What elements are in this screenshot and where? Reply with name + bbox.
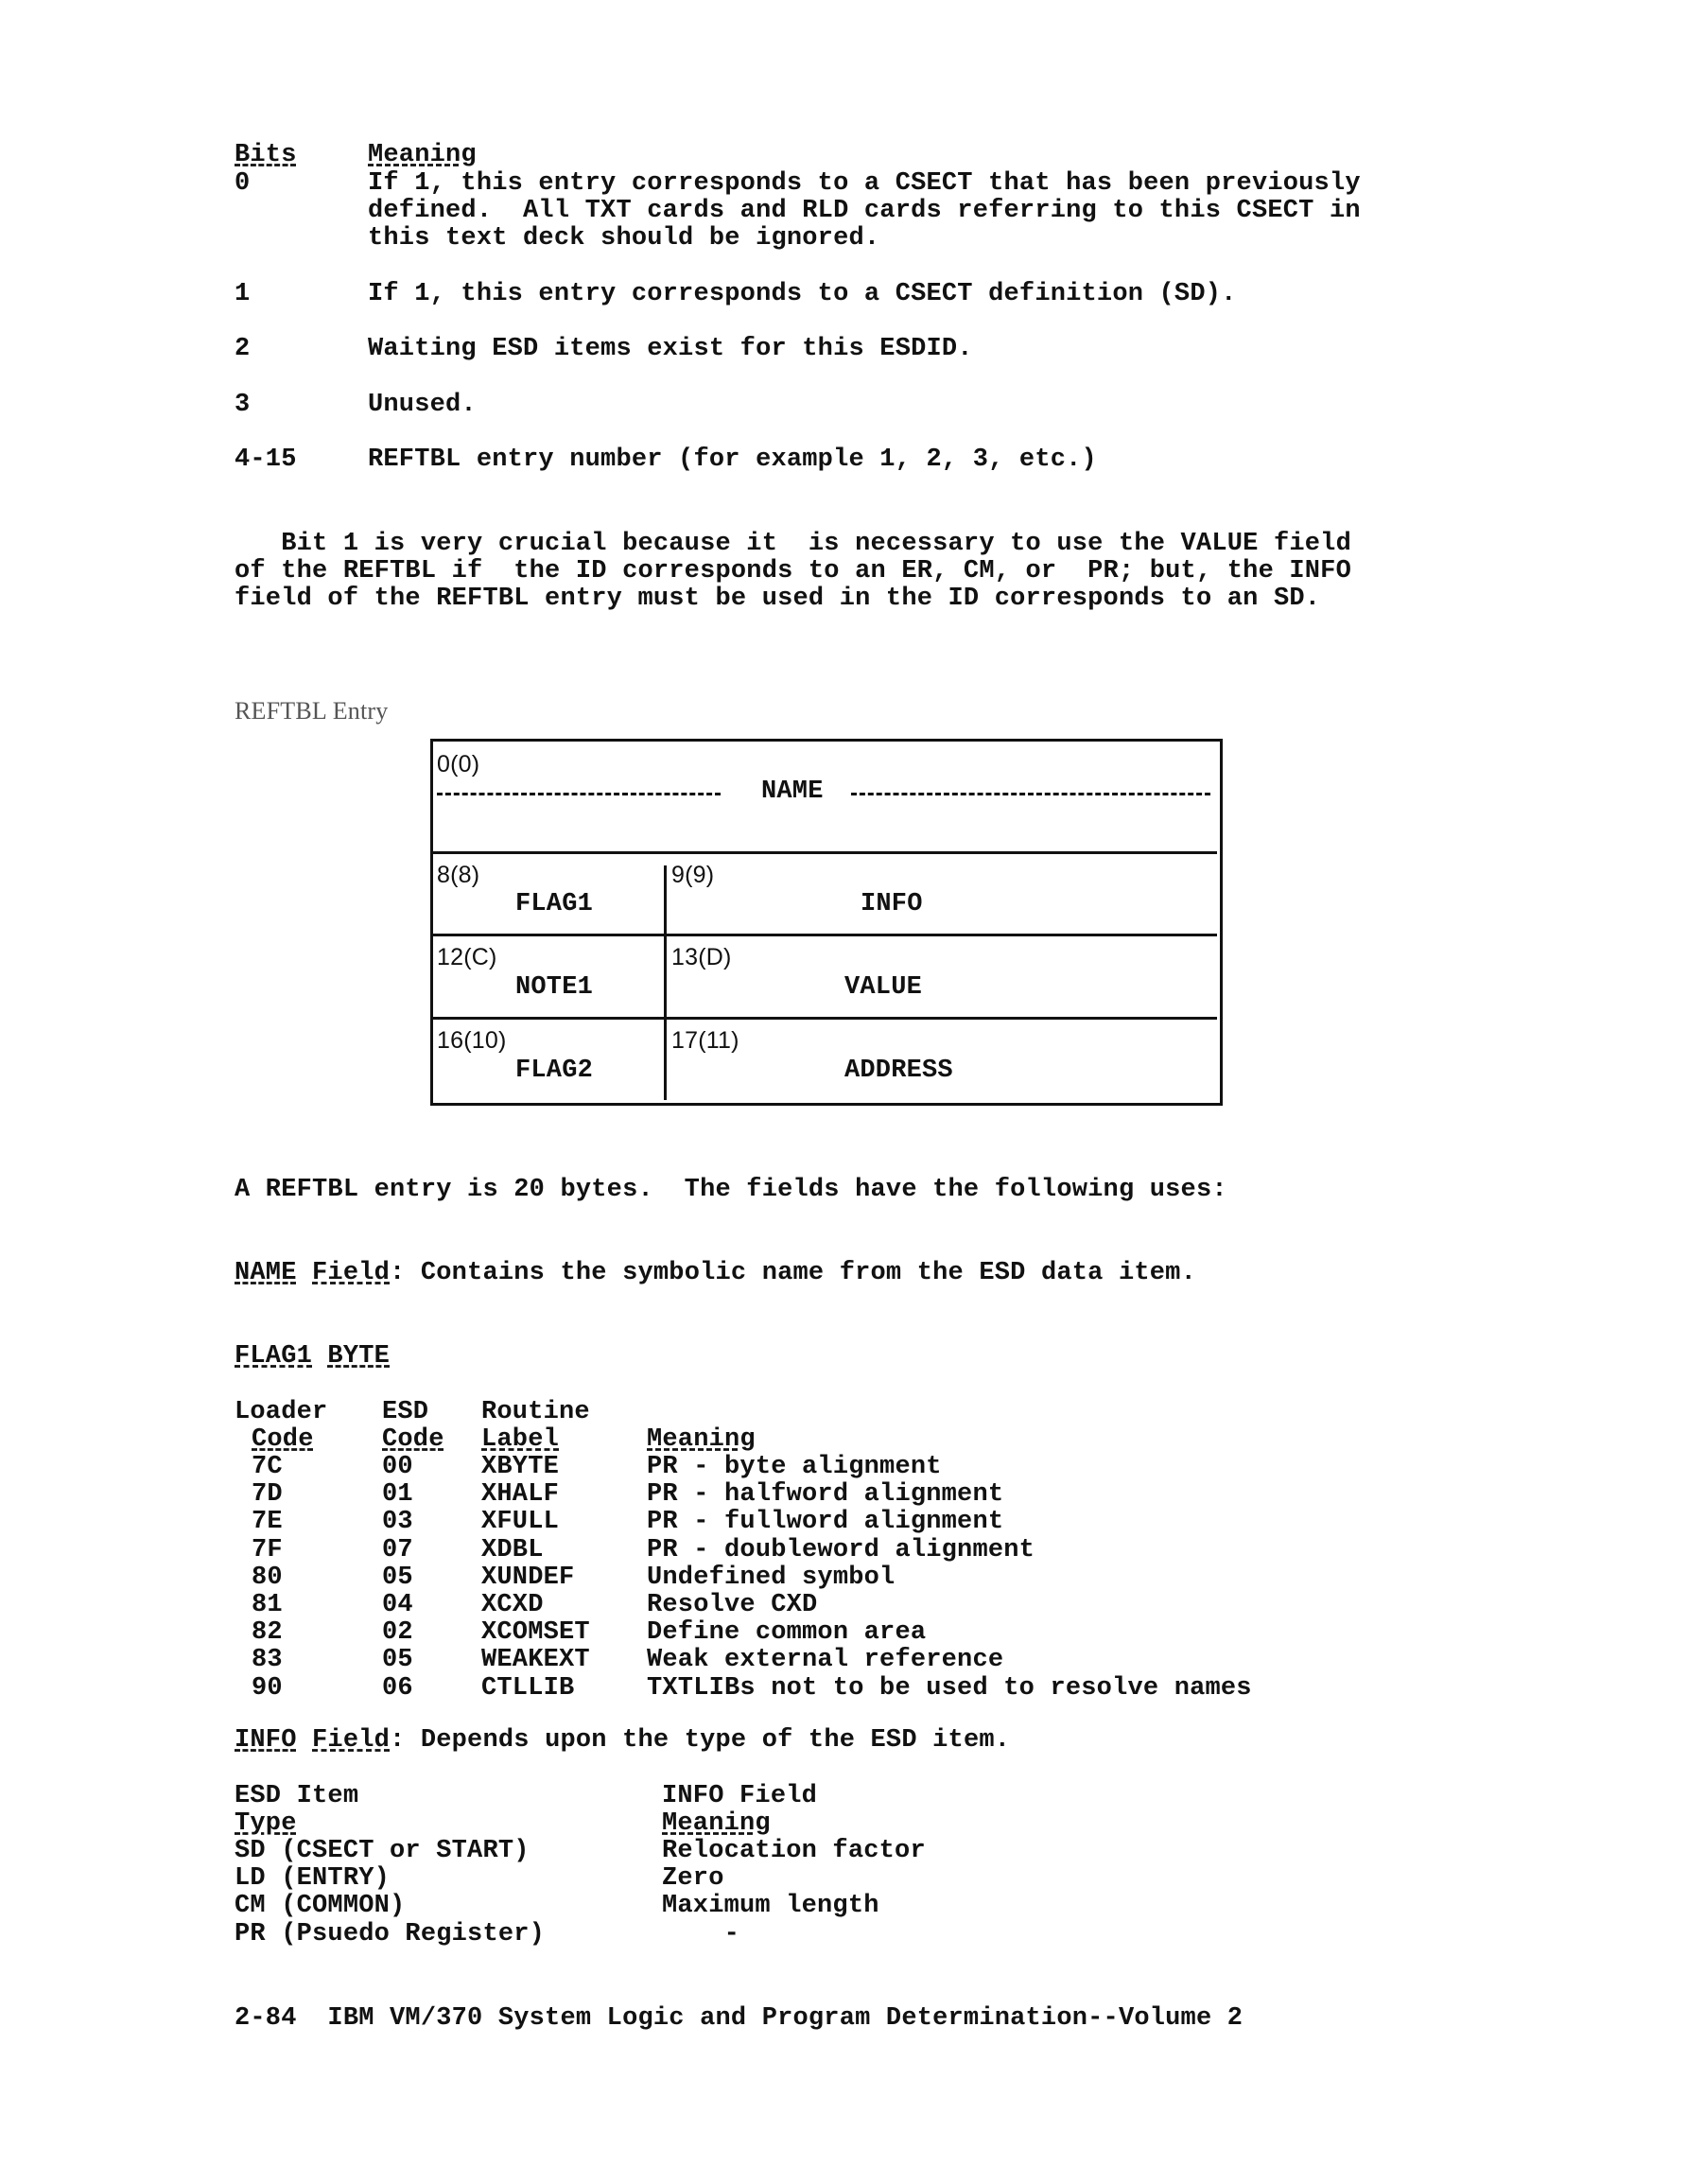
info-field-label: INFO [235, 1726, 297, 1755]
cell-offset: 8(8) [437, 862, 480, 888]
column-divider [664, 865, 667, 1100]
info-meaning-header-top: INFO Field [662, 1782, 818, 1810]
flag1-cell-loader: 81 [252, 1591, 283, 1619]
name-dash-right [851, 793, 1210, 795]
flag1-cell-loader: 7C [252, 1453, 283, 1481]
info-cell-type: LD (ENTRY) [235, 1864, 391, 1894]
row-divider [433, 1017, 1217, 1020]
bit-number: 3 [235, 391, 251, 419]
flag1-title [235, 1343, 390, 1371]
bit-meaning-line: Waiting ESD items exist for this ESDID. [368, 335, 973, 363]
name-field-line [235, 1260, 1196, 1287]
bit-meaning-line: REFTBL entry number (for example 1, 2, 3, etc.) [368, 446, 1097, 474]
name-field-text: : Contains the symbolic name from the ESD data item. [390, 1259, 1196, 1287]
flag1-cell-label: XFULL [481, 1508, 560, 1537]
flag1-cell-esd: 06 [382, 1673, 413, 1703]
info-field-text: : Depends upon the type of the ESD item. [390, 1726, 1011, 1755]
entry-size-text: A REFTBL entry is 20 bytes. The fields have the following uses: [235, 1176, 1227, 1204]
name-label: NAME [761, 778, 824, 806]
flag1-cell-esd: 00 [382, 1453, 413, 1481]
paragraph-line: Bit 1 is very crucial because it is necessary to use the VALUE field [235, 530, 1351, 558]
cell-label: NOTE1 [515, 973, 594, 1002]
diagram-title: REFTBL Entry [235, 697, 389, 725]
flag1-title-2: BYTE [327, 1342, 391, 1371]
flag1-cell-label: XHALF [481, 1480, 560, 1510]
info-cell-type: PR (Psuedo Register) [235, 1919, 546, 1948]
bit-number: 1 [235, 280, 251, 308]
flag1-cell-label: XDBL [481, 1535, 544, 1564]
flag1-cell-esd: 02 [382, 1618, 413, 1648]
flag1-cell-esd: 07 [382, 1535, 413, 1564]
info-meaning-header-bottom: Meaning [662, 1809, 771, 1838]
flag1-title-1: FLAG1 [235, 1342, 313, 1371]
loader-header-top: Loader [235, 1398, 328, 1426]
esd-header-bottom: Code [382, 1425, 444, 1454]
flag1-cell-meaning: PR - halfword alignment [647, 1480, 1004, 1510]
flag1-cell-esd: 05 [382, 1563, 413, 1592]
flag1-cell-label: XBYTE [481, 1453, 560, 1481]
flag1-cell-loader: 83 [252, 1646, 283, 1675]
bit-meaning-line: Unused. [368, 391, 477, 419]
info-field-line [235, 1727, 1010, 1755]
flag1-cell-loader: 7D [252, 1480, 283, 1510]
flag1-cell-meaning: PR - fullword alignment [647, 1508, 1004, 1537]
row-divider [433, 934, 1217, 936]
cell-offset: 9(9) [671, 862, 715, 888]
info-cell-type: CM (COMMON) [235, 1892, 406, 1921]
flag1-cell-label: XCOMSET [481, 1618, 590, 1648]
flag1-cell-esd: 01 [382, 1480, 413, 1510]
cell-offset: 12(C) [437, 944, 497, 970]
flag1-cell-label: WEAKEXT [481, 1646, 590, 1675]
flag1-cell-loader: 7F [252, 1535, 283, 1564]
flag1-cell-loader: 7E [252, 1508, 283, 1537]
name-dash-left [437, 793, 721, 795]
paragraph-line: field of the REFTBL entry must be used in the ID corresponds to an SD. [235, 585, 1321, 613]
meaning-header: Meaning [368, 141, 477, 169]
info-cell-meaning: Relocation factor [662, 1837, 926, 1865]
cell-label: INFO [861, 890, 923, 918]
flag1-cell-meaning: Undefined symbol [647, 1563, 896, 1592]
flag1-cell-esd: 04 [382, 1591, 413, 1619]
paragraph-line: of the REFTBL if the ID corresponds to an ER, CM, or PR; but, the INFO [235, 557, 1351, 585]
flag1-cell-meaning: Weak external reference [647, 1646, 1004, 1675]
cell-label: FLAG1 [515, 890, 594, 918]
flag1-cell-meaning: PR - doubleword alignment [647, 1535, 1035, 1564]
info-cell-type: SD (CSECT or START) [235, 1837, 530, 1865]
cell-offset: 13(D) [671, 944, 732, 970]
bit-number: 4-15 [235, 446, 297, 474]
flag1-cell-meaning: Define common area [647, 1618, 927, 1648]
cell-offset: 16(10) [437, 1027, 507, 1054]
info-cell-meaning: - [662, 1919, 740, 1948]
cell-offset: 17(11) [671, 1027, 739, 1054]
cell-label: ADDRESS [844, 1057, 953, 1085]
esd-item-header-bottom: Type [235, 1809, 297, 1838]
flag1-cell-label: CTLLIB [481, 1673, 575, 1703]
flag1-cell-meaning: TXTLIBs not to be used to resolve names [647, 1673, 1252, 1703]
loader-header-bottom: Code [252, 1425, 314, 1454]
info-cell-meaning: Zero [662, 1864, 724, 1894]
flag1-cell-meaning: PR - byte alignment [647, 1453, 942, 1481]
bit-number: 2 [235, 335, 251, 363]
name-field-label-2: Field [312, 1259, 391, 1287]
name-offset: 0(0) [437, 751, 480, 778]
name-field-label: NAME [235, 1259, 297, 1287]
meaning-header: Meaning [647, 1425, 756, 1454]
bit-meaning-line: defined. All TXT cards and RLD cards referring to this CSECT in [368, 197, 1361, 225]
page-footer: 2-84 IBM VM/370 System Logic and Program Determination--Volume 2 [235, 2004, 1244, 2033]
row-divider [433, 851, 1217, 854]
flag1-cell-meaning: Resolve CXD [647, 1591, 818, 1619]
bit-meaning-line: If 1, this entry corresponds to a CSECT that has been previously [368, 169, 1361, 198]
cell-label: FLAG2 [515, 1057, 594, 1085]
bit-meaning-line: If 1, this entry corresponds to a CSECT definition (SD). [368, 280, 1237, 308]
info-cell-meaning: Maximum length [662, 1892, 879, 1921]
routine-header-bottom: Label [481, 1425, 560, 1454]
bits-header: Bits [235, 141, 297, 169]
flag1-cell-loader: 82 [252, 1618, 283, 1648]
esd-item-header-top: ESD Item [235, 1782, 359, 1810]
flag1-cell-label: XCXD [481, 1591, 544, 1619]
info-field-label-2: Field [312, 1726, 391, 1755]
flag1-cell-loader: 90 [252, 1673, 283, 1703]
routine-header-top: Routine [481, 1398, 590, 1426]
flag1-cell-label: XUNDEF [481, 1563, 575, 1592]
bit-number: 0 [235, 169, 251, 198]
esd-header-top: ESD [382, 1398, 429, 1426]
flag1-cell-esd: 03 [382, 1508, 413, 1537]
cell-label: VALUE [844, 973, 923, 1002]
flag1-cell-esd: 05 [382, 1646, 413, 1675]
bit-meaning-line: this text deck should be ignored. [368, 224, 880, 253]
flag1-cell-loader: 80 [252, 1563, 283, 1592]
